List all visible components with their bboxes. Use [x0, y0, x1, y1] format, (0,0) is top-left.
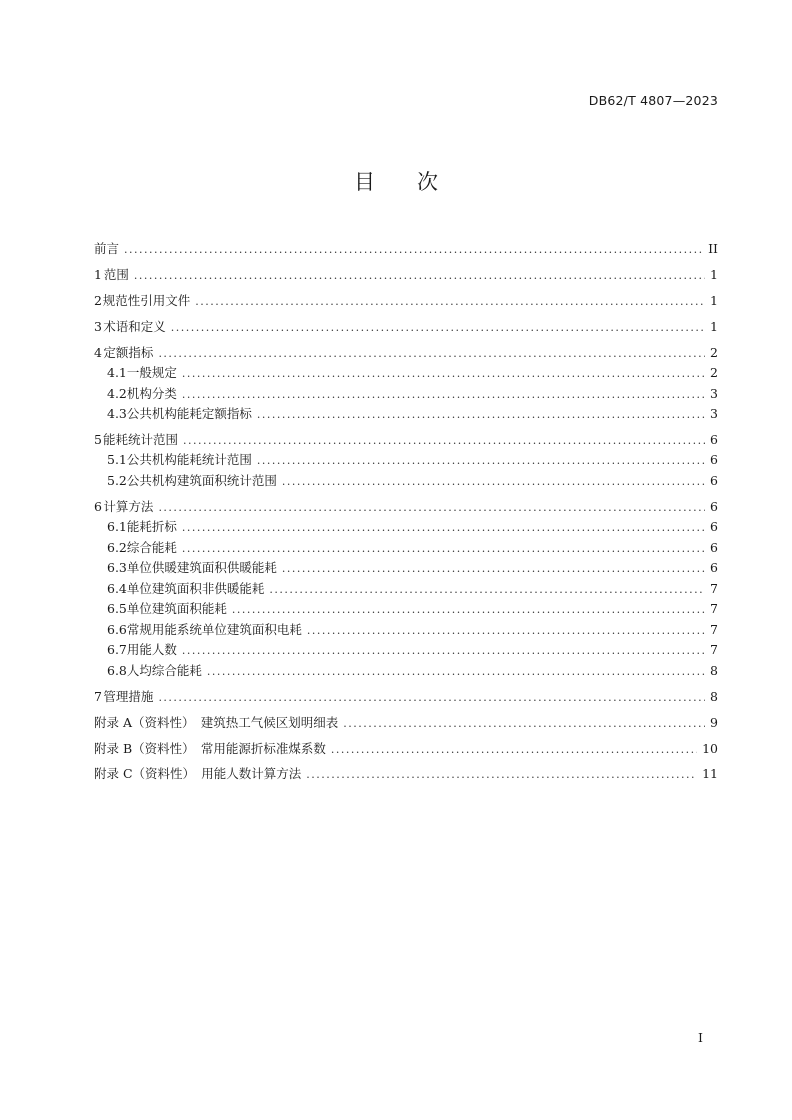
toc-entry[interactable] — [94, 687, 718, 708]
toc-entry[interactable] — [94, 579, 718, 600]
toc-entry-number: 6.3 — [107, 560, 127, 576]
toc-entry-page: 9 — [710, 714, 718, 730]
toc-entry[interactable] — [94, 317, 718, 338]
dot-leader — [257, 451, 705, 472]
toc-entry[interactable] — [94, 558, 718, 579]
toc-entry-number: 4 — [94, 344, 102, 360]
toc-entry-number: 7 — [94, 688, 102, 704]
toc-entry-title: 管理措施 — [103, 688, 154, 704]
toc-entry[interactable] — [94, 384, 718, 405]
toc-entry-number: 4.1 — [107, 365, 127, 381]
toc-entry[interactable] — [94, 471, 718, 492]
toc-entry-number: 1 — [94, 266, 102, 282]
toc-entry[interactable] — [94, 450, 718, 471]
toc-entry-number: 5.1 — [107, 452, 127, 468]
toc-entry-page: 2 — [710, 344, 718, 360]
toc-entry-page: 7 — [710, 580, 718, 596]
toc-entry[interactable] — [94, 599, 718, 620]
toc-entry-page: 6 — [710, 452, 718, 468]
toc-entry-title: 单位建筑面积非供暖能耗 — [126, 580, 265, 596]
toc-entry[interactable] — [94, 517, 718, 538]
toc-entry-page: 6 — [710, 519, 718, 535]
dot-leader — [158, 688, 705, 709]
toc-entry-number: 4.2 — [107, 385, 127, 401]
toc-entry-page: 6 — [710, 539, 718, 555]
toc-entry-title: 附录 C（资料性） 用能人数计算方法 — [94, 766, 302, 782]
toc-entry-number: 6.7 — [107, 642, 127, 658]
toc-entry-number: 5.2 — [107, 472, 127, 488]
dot-leader — [282, 559, 705, 580]
toc-entry-page: 6 — [710, 472, 718, 488]
toc-entry-title: 附录 A（资料性） 建筑热工气候区划明细表 — [94, 714, 339, 730]
toc-entry-title: 术语和定义 — [103, 318, 166, 334]
toc-entry-title: 附录 B（资料性） 常用能源折标准煤系数 — [94, 740, 326, 756]
toc-entry-title: 范围 — [103, 266, 129, 282]
toc-entry-page: 2 — [710, 365, 718, 381]
dot-leader — [158, 498, 705, 519]
toc-entry[interactable] — [94, 265, 718, 286]
dot-leader — [182, 385, 705, 406]
toc-entry-number: 6.6 — [107, 621, 127, 637]
dot-leader — [343, 714, 705, 735]
toc-entry-page: 3 — [710, 406, 718, 422]
toc-entry-page: 7 — [710, 601, 718, 617]
toc-entry-number: 6 — [94, 498, 102, 514]
dot-leader — [195, 292, 705, 313]
toc-entry-page: 1 — [710, 292, 718, 308]
dot-leader — [171, 318, 705, 339]
dot-leader — [282, 472, 705, 493]
toc-entry-title: 能耗统计范围 — [102, 431, 178, 447]
toc-entry-title: 一般规定 — [126, 365, 177, 381]
toc-entry-page: 6 — [710, 431, 718, 447]
toc-entry-number: 2 — [94, 292, 102, 308]
toc-entry-number: 4.3 — [107, 406, 127, 422]
page-number: I — [698, 1030, 703, 1045]
toc-entry-page: 6 — [710, 498, 718, 514]
toc-entry-page: II — [708, 241, 718, 256]
dot-leader — [182, 518, 705, 539]
toc-entry-page: 8 — [710, 688, 718, 704]
toc-entry-title: 公共机构能耗定额指标 — [126, 406, 252, 422]
toc-entry[interactable] — [94, 291, 718, 312]
toc-entry-number: 6.2 — [107, 539, 127, 555]
dot-leader — [257, 405, 705, 426]
toc-entry-number: 3 — [94, 318, 102, 334]
toc-entry-page: 6 — [710, 560, 718, 576]
toc-entry-page: 7 — [710, 621, 718, 637]
toc-entry-number: 6.8 — [107, 662, 127, 678]
toc-entry-title: 前言 — [94, 241, 120, 256]
toc-entry-number: 5 — [94, 431, 102, 447]
toc-entry[interactable] — [94, 239, 718, 260]
toc-entry[interactable] — [94, 430, 718, 451]
dot-leader — [306, 765, 697, 786]
toc-entry-title: 常规用能系统单位建筑面积电耗 — [126, 621, 302, 637]
toc-entry-title: 公共机构能耗统计范围 — [126, 452, 252, 468]
dot-leader — [182, 539, 705, 560]
toc-entry-title: 定额指标 — [103, 344, 154, 360]
dot-leader — [232, 600, 705, 621]
toc-entry-title: 单位建筑面积能耗 — [126, 601, 227, 617]
dot-leader — [182, 364, 705, 385]
dot-leader — [207, 662, 705, 683]
toc-entry-title: 用能人数 — [126, 642, 177, 658]
dot-leader — [331, 740, 697, 761]
table-of-contents — [94, 239, 718, 785]
toc-entry-page: 7 — [710, 642, 718, 658]
page-title: 目次 — [354, 170, 480, 194]
dot-leader — [124, 240, 703, 261]
toc-entry-title: 公共机构建筑面积统计范围 — [126, 472, 277, 488]
toc-entry-title: 单位供暖建筑面积供暖能耗 — [126, 560, 277, 576]
toc-entry-page: 1 — [710, 318, 718, 334]
toc-entry[interactable] — [94, 404, 718, 425]
toc-entry-number: 6.1 — [107, 519, 127, 535]
toc-entry-title: 计算方法 — [103, 498, 154, 514]
toc-entry[interactable] — [94, 497, 718, 518]
document-code: DB62/T 4807—2023 — [588, 93, 718, 108]
toc-entry[interactable] — [94, 640, 718, 661]
toc-entry-title: 机构分类 — [126, 385, 177, 401]
dot-leader — [183, 431, 705, 452]
dot-leader — [158, 344, 705, 365]
toc-entry[interactable] — [94, 764, 718, 785]
toc-entry[interactable] — [94, 661, 718, 682]
toc-entry-page: 1 — [710, 266, 718, 282]
toc-entry[interactable] — [94, 343, 718, 364]
toc-entry[interactable] — [94, 620, 718, 641]
dot-leader — [269, 580, 705, 601]
toc-entry-number: 6.5 — [107, 601, 127, 617]
toc-entry-title: 人均综合能耗 — [126, 662, 202, 678]
toc-entry-title: 综合能耗 — [126, 539, 177, 555]
toc-entry-title: 规范性引用文件 — [102, 292, 191, 308]
toc-entry-page: 3 — [710, 385, 718, 401]
dot-leader — [182, 641, 705, 662]
toc-entry-title: 能耗折标 — [126, 519, 177, 535]
toc-entry[interactable] — [94, 713, 718, 734]
toc-entry[interactable] — [94, 739, 718, 760]
toc-entry[interactable] — [94, 363, 718, 384]
toc-entry-page: 10 — [702, 740, 718, 756]
toc-entry-number: 6.4 — [107, 580, 127, 596]
dot-leader — [307, 621, 705, 642]
toc-entry[interactable] — [94, 538, 718, 559]
dot-leader — [134, 266, 705, 287]
toc-entry-page: 8 — [710, 662, 718, 678]
toc-entry-page: 11 — [702, 766, 718, 782]
